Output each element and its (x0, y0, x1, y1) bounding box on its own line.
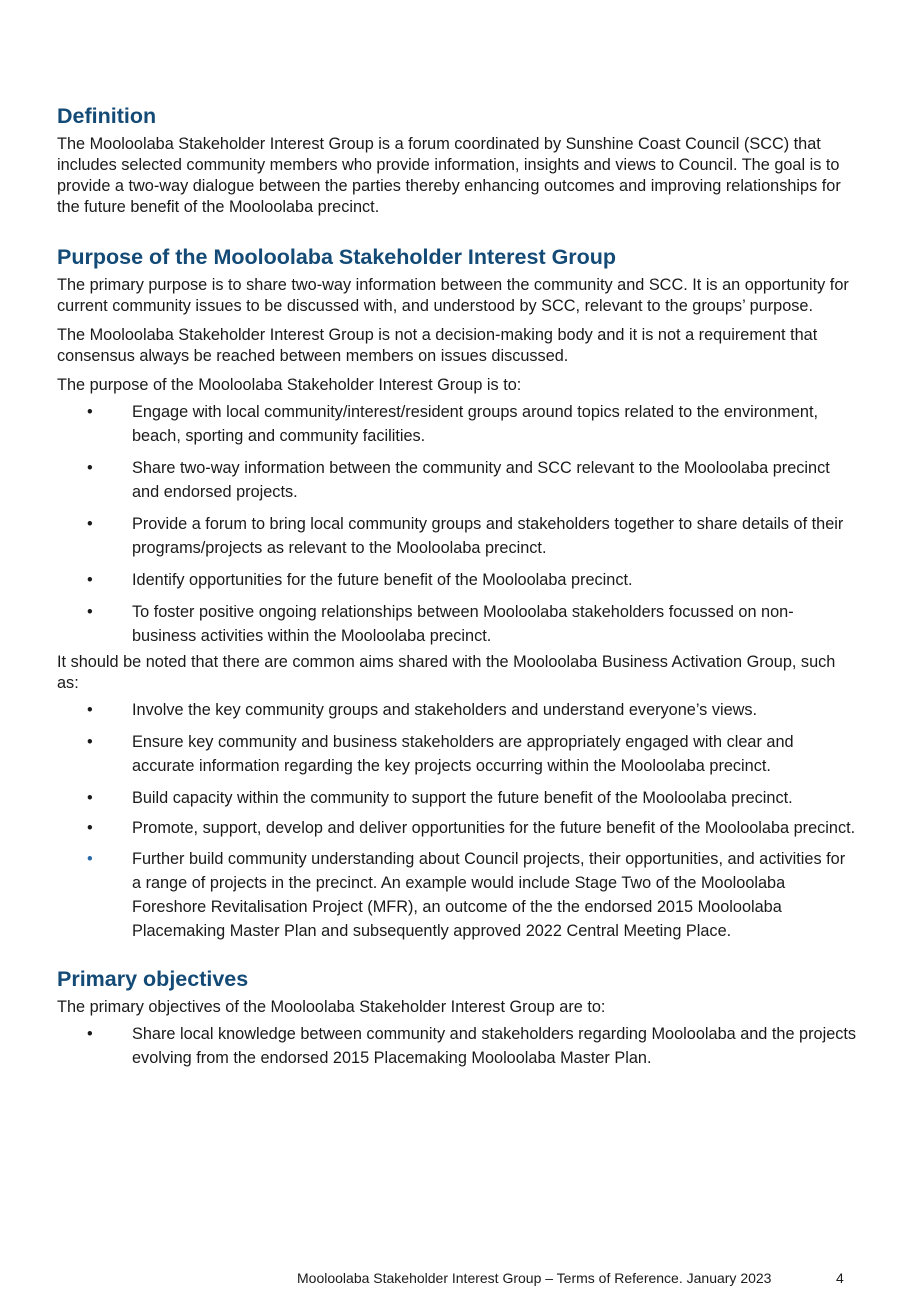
list-item: • Further build community understanding about Council projects, their opportunities, and activities for a range of projects in the precinct. An example would include Stage Two of the Mooloolaba Foreshore Revitalisation Project (MFR), an outcome of the the endorsed 2015 Mooloolaba Placemaking Master Plan and subsequently approved 2022 Central Meeting Place. (57, 847, 857, 943)
list-item: • Engage with local community/interest/resident groups around topics related to the environment, beach, sporting and community facilities. (57, 400, 857, 448)
page-footer (0, 1268, 899, 1288)
list-item: • Ensure key community and business stakeholders are appropriately engaged with clear and accurate information regarding the key projects occurring within the Mooloolaba precinct. (57, 730, 857, 778)
list-item: • Involve the key community groups and stakeholders and understand everyone’s views. (57, 698, 857, 722)
bullet-icon: • (87, 733, 93, 751)
bullet-icon: • (87, 789, 93, 807)
objectives-section (57, 965, 857, 1070)
bullet-icon: • (87, 603, 93, 621)
list-item: • Promote, support, develop and deliver opportunities for the future benefit of the Mooloolaba precinct. (87, 819, 856, 837)
bullet-icon: • (87, 850, 93, 868)
objectives-heading: Primary objectives (57, 967, 249, 991)
bullet-icon: • (87, 571, 93, 589)
bullet-icon: • (87, 701, 93, 719)
bullet-icon: • (87, 403, 93, 421)
purpose-bullet-list (57, 400, 857, 648)
objectives-bullet-list (57, 1022, 857, 1070)
objectives-paragraph: The primary objectives of the Mooloolaba Stakeholder Interest Group are to: (57, 998, 606, 1016)
bullet-icon: • (87, 515, 93, 533)
list-item: • Provide a forum to bring local community groups and stakeholders together to share details of their programs/projects as relevant to the Mooloolaba precinct. (57, 512, 857, 560)
purpose-section (57, 243, 857, 943)
definition-heading: Definition (57, 104, 157, 128)
definition-paragraph: The Mooloolaba Stakeholder Interest Group is a forum coordinated by Sunshine Coast Council (SCC) that includes selected community members who provide information, insights and views to Council. The goal is to provide a two-way dialogue between the parties thereby enhancing outcomes and improving relationships for the future benefit of the Mooloolaba precinct. (57, 135, 841, 216)
list-item: • Build capacity within the community to support the future benefit of the Mooloolaba precinct. (57, 786, 857, 810)
bullet-icon: • (87, 1025, 93, 1043)
purpose-paragraph-1: The primary purpose is to share two-way information between the community and SCC. It is an opportunity for current community issues to be discussed with, and understood by SCC, relevant to the groups’ purpose. (57, 276, 849, 315)
bullet-icon: • (87, 819, 93, 837)
definition-section (57, 102, 857, 218)
purpose-paragraph-3: The purpose of the Mooloolaba Stakeholder Interest Group is to: (57, 376, 522, 394)
bullet-icon: • (87, 459, 93, 477)
list-item: • To foster positive ongoing relationships between Mooloolaba stakeholders focussed on non-business activities within the Mooloolaba precinct. (57, 600, 857, 648)
purpose-paragraph-4: It should be noted that there are common aims shared with the Mooloolaba Business Activation Group, such as: (57, 653, 836, 692)
page-number: 4 (836, 1270, 844, 1286)
list-item: • Share local knowledge between community and stakeholders regarding Mooloolaba and the projects evolving from the endorsed 2015 Placemaking Mooloolaba Master Plan. (57, 1022, 857, 1070)
document-page (57, 102, 857, 1078)
purpose-paragraph-2: The Mooloolaba Stakeholder Interest Group is not a decision-making body and it is not a requirement that consensus always be reached between members on issues discussed. (57, 326, 818, 365)
purpose-heading: Purpose of the Mooloolaba Stakeholder Interest Group (57, 245, 617, 269)
list-item: • Share two-way information between the community and SCC relevant to the Mooloolaba precinct and endorsed projects. (57, 456, 857, 504)
common-aims-bullet-list (57, 698, 857, 943)
footer-text: Mooloolaba Stakeholder Interest Group – Terms of Reference. January 2023 (297, 1270, 772, 1286)
list-item: • Identify opportunities for the future benefit of the Mooloolaba precinct. (57, 568, 857, 592)
